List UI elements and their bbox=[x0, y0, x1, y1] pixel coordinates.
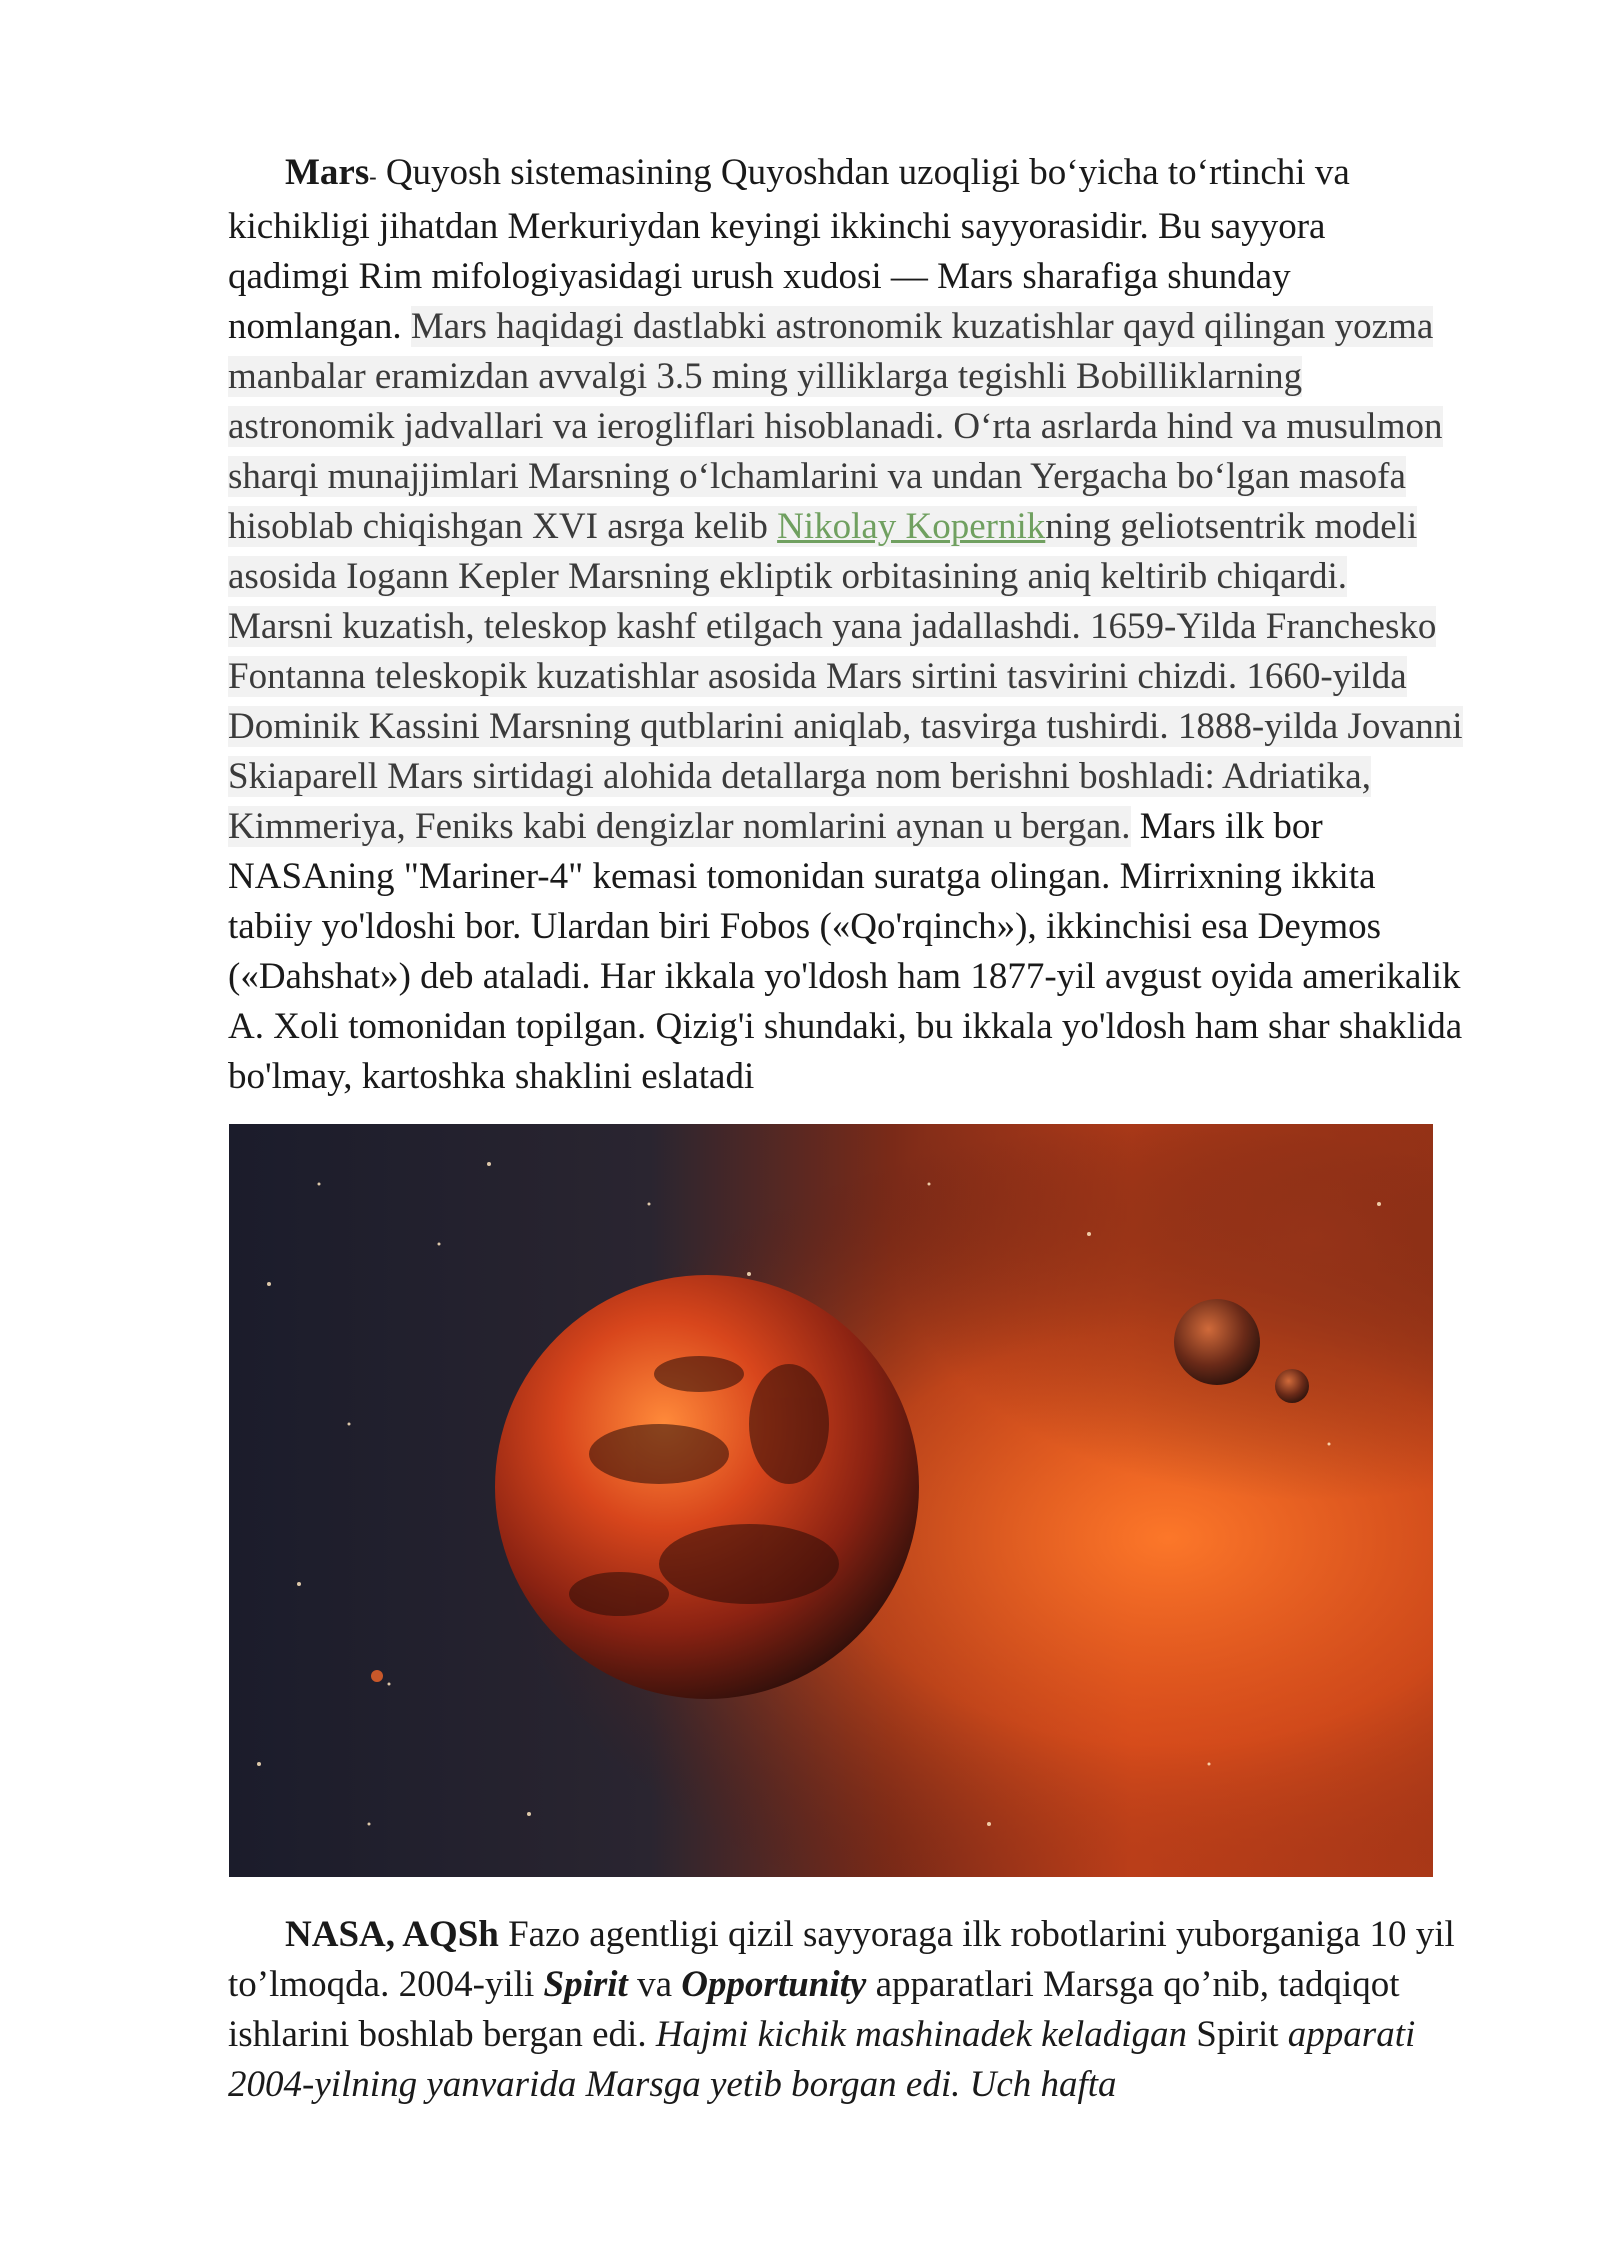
text-line bbox=[228, 352, 1528, 402]
mars-image bbox=[229, 1124, 1433, 1877]
text-line: NASAning "Mariner-4" kemasi tomonidan suratga olingan. Mirrixning ikkita bbox=[228, 856, 1376, 897]
paragraph-nasa bbox=[228, 1910, 1528, 2110]
text-run: hisoblab chiqishgan XVI asrga kelib bbox=[228, 506, 778, 547]
term-opportunity: Opportunity bbox=[681, 1964, 867, 2005]
text-line bbox=[228, 602, 1528, 652]
text-line: bo'lmay, kartoshka shaklini eslatadi bbox=[228, 1056, 755, 1097]
text-line bbox=[228, 802, 1528, 852]
text-run: apparatlari Marsga qo’nib, tadqiqot bbox=[866, 1964, 1400, 2005]
term-mars: Mars bbox=[285, 152, 370, 193]
text-line: qadimgi Rim mifologiyasidagi urush xudosi — Mars sharafiga shunday bbox=[228, 256, 1291, 297]
text-line bbox=[228, 552, 1528, 602]
highlighted-text: manbalar eramizdan avvalgi 3.5 ming yilliklarga tegishli Bobilliklarning bbox=[228, 356, 1303, 397]
highlighted-text: Dominik Kassini Marsning qutblarini aniqlab, tasvirga tushirdi. 1888-yilda Jovanni bbox=[228, 706, 1463, 747]
text-run: ishlarini boshlab bergan edi. bbox=[228, 2014, 656, 2055]
text-run: Fazo agentligi qizil sayyoraga ilk robotlarini yuborganiga 10 yil bbox=[498, 1914, 1455, 1955]
text-line: A. Xoli tomonidan topilgan. Qizig'i shundaki, bu ikkala yo'ldosh ham shar shaklida bbox=[228, 1006, 1463, 1047]
text-line bbox=[228, 148, 1528, 202]
highlighted-text: Mars haqidagi dastlabki astronomik kuzatishlar qayd qilingan yozma bbox=[410, 306, 1434, 347]
term-nasa: NASA, AQSh bbox=[285, 1914, 499, 1955]
text-line bbox=[228, 502, 1528, 552]
text-run: ning geliotsentrik modeli bbox=[1045, 506, 1418, 547]
highlighted-text: Skiaparell Mars sirtidagi alohida detallarga nom berishni boshladi: Adriatika, bbox=[228, 756, 1371, 797]
highlighted-text: sharqi munajjimlari Marsning o‘lchamlarini va undan Yergacha bo‘lgan masofa bbox=[228, 456, 1406, 497]
highlighted-text: Fontanna teleskopik kuzatishlar asosida Mars sirtini tasvirini chizdi. 1660-yilda bbox=[228, 656, 1407, 697]
term-spirit: Spirit bbox=[543, 1964, 628, 2005]
text-run: nomlangan. bbox=[228, 306, 411, 347]
italic-text: Hajmi kichik mashinadek keladigan bbox=[655, 2014, 1188, 2055]
paragraph-mars-intro bbox=[228, 148, 1528, 1102]
highlighted-text bbox=[228, 506, 1417, 547]
text-run: va bbox=[627, 1964, 682, 2005]
mars-illustration bbox=[229, 1124, 1433, 1877]
text-line: («Dahshat») deb ataladi. Har ikkala yo'ldosh ham 1877-yil avgust oyida amerikalik bbox=[228, 956, 1461, 997]
text-line bbox=[228, 1910, 1528, 1960]
text-line: tabiiy yo'ldoshi bor. Ulardan biri Fobos («Qo'rqinch»), ikkinchisi esa Deymos bbox=[228, 906, 1381, 947]
link-nikolay-kopernik[interactable]: Nikolay Kopernik bbox=[777, 506, 1046, 547]
text-line bbox=[228, 452, 1528, 502]
text-line bbox=[228, 302, 1528, 352]
text-line bbox=[228, 702, 1528, 752]
text-run: Quyosh sistemasining Quyoshdan uzoqligi bo‘yicha to‘rtinchi va bbox=[376, 152, 1350, 193]
text-line bbox=[228, 752, 1528, 802]
text-line: kichikligi jihatdan Merkuriydan keyingi ikkinchi sayyorasidir. Bu sayyora bbox=[228, 206, 1326, 247]
italic-text: apparati bbox=[1287, 2014, 1416, 2055]
highlighted-text: Kimmeriya, Feniks kabi dengizlar nomlarini aynan u bergan. bbox=[228, 806, 1131, 847]
text-run: Spirit bbox=[1187, 2014, 1288, 2055]
highlighted-text: asosida Iogann Kepler Marsning ekliptik orbitasining aniq keltirib chiqardi. bbox=[228, 556, 1347, 597]
text-line bbox=[228, 2010, 1528, 2060]
text-run: Mars ilk bor bbox=[1130, 806, 1323, 847]
text-line: 2004-yilning yanvarida Marsga yetib borgan edi. Uch hafta bbox=[228, 2064, 1117, 2105]
text-line bbox=[228, 402, 1528, 452]
text-line bbox=[228, 652, 1528, 702]
highlighted-text: astronomik jadvallari va ierogliflari hisoblanadi. O‘rta asrlarda hind va musulmon bbox=[228, 406, 1443, 447]
highlighted-text: Marsni kuzatish, teleskop kashf etilgach yana jadallashdi. 1659-Yilda Francheskо bbox=[228, 606, 1437, 647]
text-run: to’lmoqda. 2004-yili bbox=[228, 1964, 544, 2005]
term-dash: - bbox=[369, 164, 377, 189]
text-line bbox=[228, 1960, 1528, 2010]
